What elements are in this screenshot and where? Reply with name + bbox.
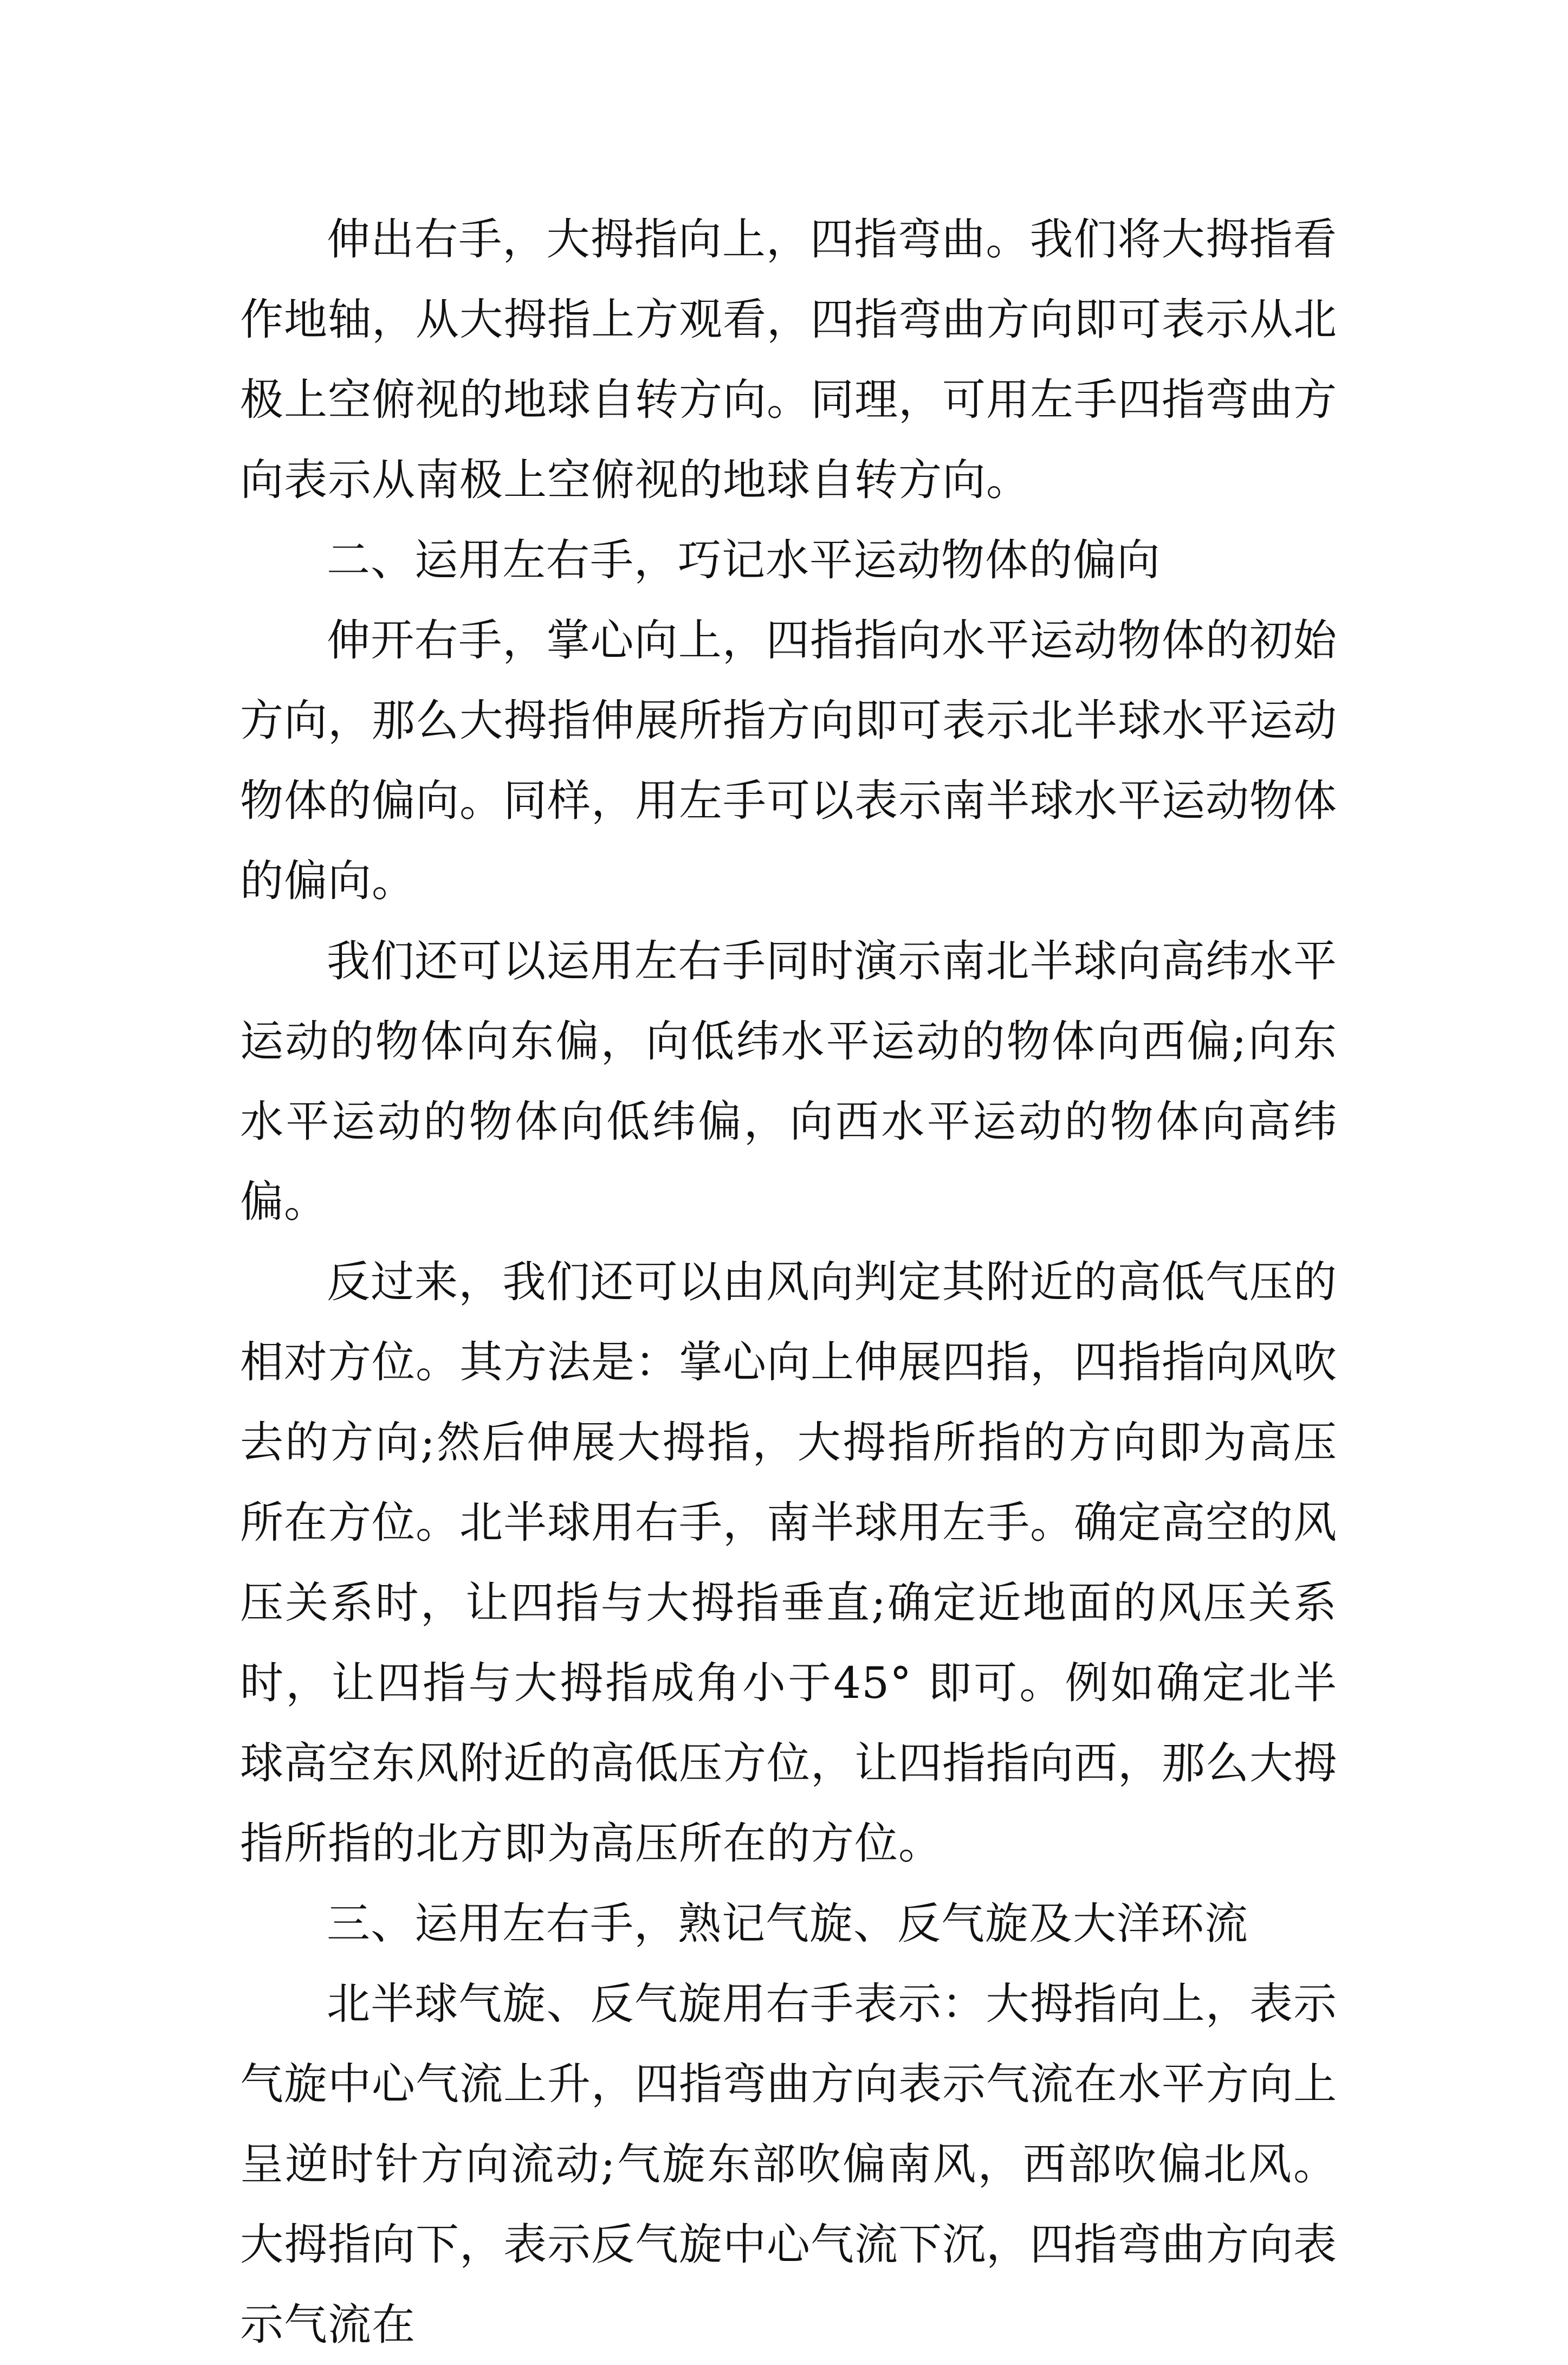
- paragraph-wind-pressure: 反过来，我们还可以由风向判定其附近的高低气压的相对方位。其方法是：掌心向上伸展四指，四指指向风吹去的方向;然后伸展大拇指，大拇指所指的方向即为高压所在方位。北半球用右手，南半球用左手。确定高空的风压关系时，让四指与大拇指垂直;确定近地面的风压关系时，让四指与大拇指成角小于45° 即可。例如确定北半球高空东风附近的高低压方位，让四指指向西，那么大拇指所指的北方即为高压所在的方位。: [240, 1257, 1337, 1869]
- paragraph-earth-rotation: 伸出右手，大拇指向上，四指弯曲。我们将大拇指看作地轴，从大拇指上方观看，四指弯曲方向即可表示从北极上空俯视的地球自转方向。同理，可用左手四指弯曲方向表示从南极上空俯视的地球自转方向。: [240, 214, 1337, 505]
- section-heading-3: 三、运用左右手，熟记气旋、反气旋及大洋环流: [327, 1898, 1248, 1949]
- paragraph-cyclone: 北半球气旋、反气旋用右手表示：大拇指向上，表示气旋中心气流上升，四指弯曲方向表示气流在水平方向上呈逆时针方向流动;气旋东部吹偏南风，西部吹偏北风。大拇指向下，表示反气旋中心气流下沉，四指弯曲方向表示气流在: [240, 1979, 1337, 2350]
- paragraph-horizontal-deflection: 伸开右手，掌心向上，四指指向水平运动物体的初始方向，那么大拇指伸展所指方向即可表示北半球水平运动物体的偏向。同样，用左手可以表示南半球水平运动物体的偏向。: [240, 615, 1337, 906]
- section-heading-2: 二、运用左右手，巧记水平运动物体的偏向: [327, 535, 1161, 585]
- paragraph-latitude-deflection: 我们还可以运用左右手同时演示南北半球向高纬水平运动的物体向东偏，向低纬水平运动的物体向西偏;向东水平运动的物体向低纬偏，向西水平运动的物体向高纬偏。: [240, 936, 1337, 1227]
- document-body: [240, 199, 1337, 2365]
